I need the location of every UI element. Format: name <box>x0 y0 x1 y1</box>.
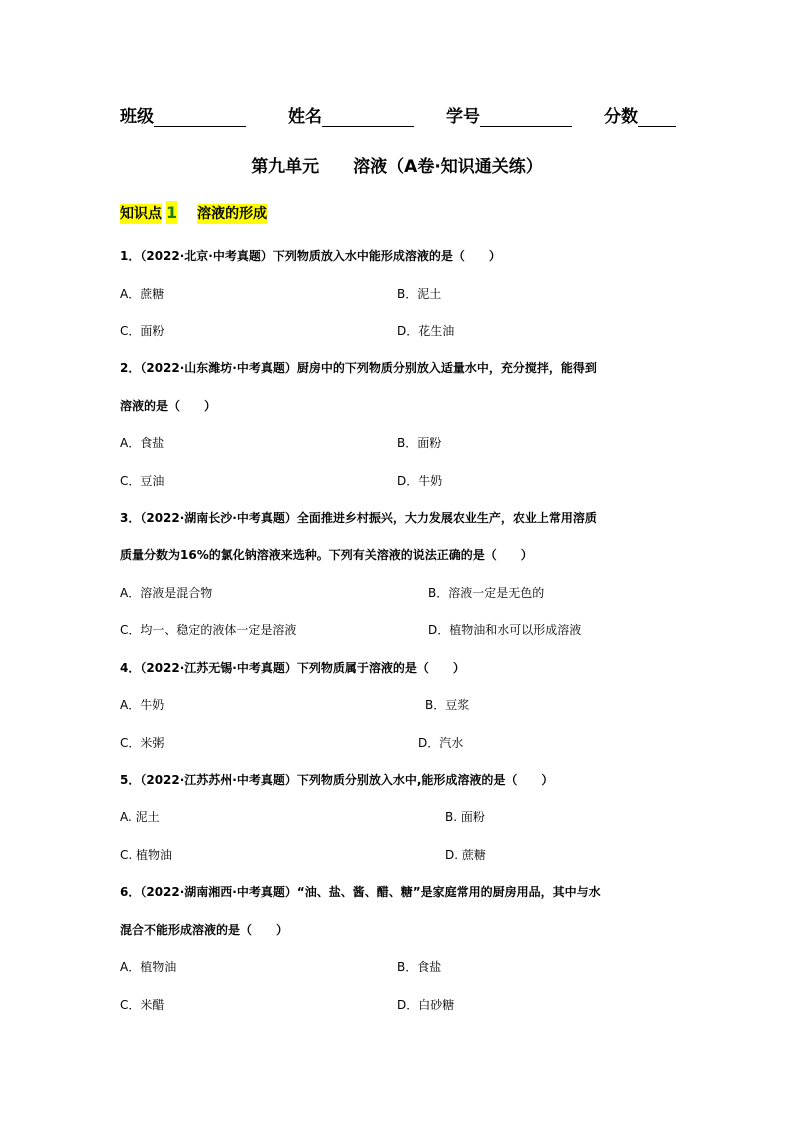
section-heading <box>120 203 267 223</box>
student-id-blank[interactable] <box>480 108 572 127</box>
student-id-field <box>446 102 572 127</box>
student-info-header <box>120 102 680 128</box>
question-2-stem-line-1: 2．（2022·山东潍坊·中考真题）厨房中的下列物质分别放入适量水中，充分搅拌，能得到 <box>120 361 597 375</box>
section-number: 1 <box>166 203 178 222</box>
name-label: 姓名 <box>288 107 322 127</box>
question-1-option-b: B．泥土 <box>397 287 442 301</box>
question-5-stem: 5．（2022·江苏苏州·中考真题）下列物质分别放入水中,能形成溶液的是（ ） <box>120 773 554 787</box>
question-1-stem: 1．（2022·北京·中考真题）下列物质放入水中能形成溶液的是（ ） <box>120 249 501 263</box>
question-4-stem: 4．（2022·江苏无锡·中考真题）下列物质属于溶液的是（ ） <box>120 661 465 675</box>
section-name: 溶液的形成 <box>197 206 268 222</box>
question-4-option-d: D．汽水 <box>418 736 464 750</box>
question-6-option-b: B．食盐 <box>397 960 442 974</box>
question-3-option-c: C．均一、稳定的液体一定是溶液 <box>120 623 297 637</box>
class-label: 班级 <box>120 107 154 127</box>
question-5-option-d: D. 蔗糖 <box>445 848 486 862</box>
question-1-option-a: A．蔗糖 <box>120 287 165 301</box>
question-4-option-c: C．米粥 <box>120 736 165 750</box>
question-6-option-a: A．植物油 <box>120 960 177 974</box>
question-3-option-b: B．溶液一定是无色的 <box>428 586 545 600</box>
unit-title: 第九单元 溶液（A卷·知识通关练） <box>251 157 543 177</box>
student-id-label: 学号 <box>446 107 480 127</box>
question-6-option-c: C．米醋 <box>120 998 165 1012</box>
question-2-option-d: D．牛奶 <box>397 474 443 488</box>
question-5-option-b: B. 面粉 <box>445 810 485 824</box>
score-blank[interactable] <box>638 108 676 127</box>
question-3-stem-line-2: 质量分数为16%的氯化钠溶液来选种。下列有关溶液的说法正确的是（ ） <box>120 548 533 562</box>
name-field <box>288 102 414 127</box>
question-3-option-d: D．植物油和水可以形成溶液 <box>428 623 582 637</box>
question-6-stem-line-1: 6．（2022·湖南湘西·中考真题）“油、盐、酱、醋、糖”是家庭常用的厨房用品，其中与水 <box>120 885 601 899</box>
question-1-option-d: D．花生油 <box>397 324 455 338</box>
section-label: 知识点 <box>120 206 162 222</box>
question-3-stem-line-1: 3．（2022·湖南长沙·中考真题）全面推进乡村振兴，大力发展农业生产，农业上常用溶质 <box>120 511 597 525</box>
name-blank[interactable] <box>322 108 414 127</box>
question-2-option-a: A．食盐 <box>120 436 165 450</box>
question-4-option-b: B．豆浆 <box>425 698 470 712</box>
question-3-option-a: A．溶液是混合物 <box>120 586 213 600</box>
score-label: 分数 <box>604 107 638 127</box>
question-4-option-a: A．牛奶 <box>120 698 165 712</box>
score-field <box>604 102 676 127</box>
question-5-option-a: A. 泥土 <box>120 810 160 824</box>
question-1-option-c: C．面粉 <box>120 324 165 338</box>
question-2-option-b: B．面粉 <box>397 436 442 450</box>
question-2-option-c: C．豆油 <box>120 474 165 488</box>
question-2-stem-line-2: 溶液的是（ ） <box>120 399 217 413</box>
class-blank[interactable] <box>154 108 246 127</box>
class-field <box>120 102 246 127</box>
question-6-stem-line-2: 混合不能形成溶液的是（ ） <box>120 923 289 937</box>
question-6-option-d: D．白砂糖 <box>397 998 455 1012</box>
question-5-option-c: C. 植物油 <box>120 848 173 862</box>
